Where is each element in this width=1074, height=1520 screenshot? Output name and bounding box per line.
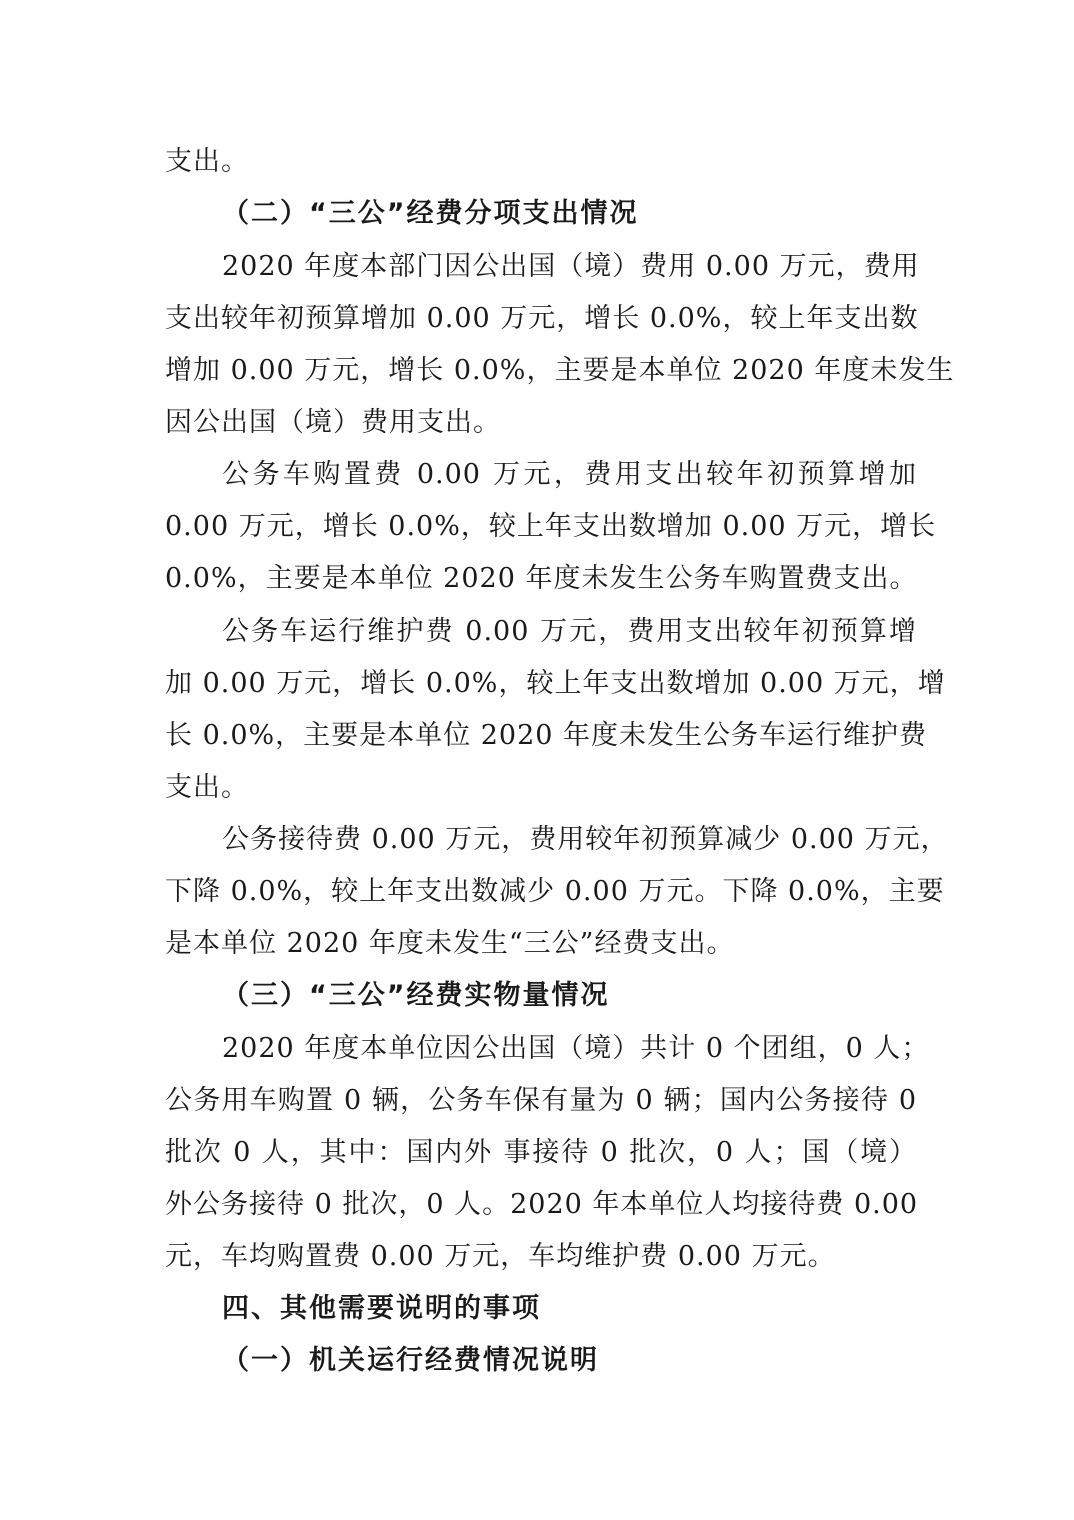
text-line: 支出。 [165,772,249,803]
text-line: 是本单位 2020 年度未发生“三公”经费支出。 [165,928,735,959]
section-heading: （三）“三公”经费实物量情况 [222,980,610,1011]
text-line: 支出。 [165,146,249,177]
text-line: 2020 年度本部门因公出国（境）费用 0.00 万元，费用 [222,251,920,282]
subsection-heading: （一）机关运行经费情况说明 [222,1345,599,1376]
text-line: 公务接待费 0.00 万元，费用较年初预算减少 0.00 万元， [222,824,949,855]
text-line: 公务车运行维护费 0.00 万元，费用支出较年初预算增 [222,616,917,647]
text-line: 0.00 万元，增长 0.0%，较上年支出数增加 0.00 万元，增长 [165,511,937,542]
text-line: 2020 年度本单位因公出国（境）共计 0 个团组，0 人； [222,1033,930,1064]
text-line: 公务车购置费 0.00 万元，费用支出较年初预算增加 [222,459,917,490]
text-line: 加 0.00 万元，增长 0.0%，较上年支出数增加 0.00 万元，增 [165,668,946,699]
text-line: 批次 0 人，其中：国内外 事接待 0 批次，0 人；国（境） [165,1137,917,1168]
text-line: 长 0.0%，主要是本单位 2020 年度未发生公务车运行维护费 [165,720,928,751]
text-line: 支出较年初预算增加 0.00 万元，增长 0.0%，较上年支出数 [165,303,919,334]
text-line: 0.0%，主要是本单位 2020 年度未发生公务车购置费支出。 [165,563,918,594]
text-line: 下降 0.0%，较上年支出数减少 0.00 万元。下降 0.0%，主要 [165,876,945,907]
text-line: 公务用车购置 0 辆，公务车保有量为 0 辆；国内公务接待 0 [165,1085,917,1116]
section-heading: 四、其他需要说明的事项 [222,1293,541,1324]
text-line: 外公务接待 0 批次，0 人。2020 年本单位人均接待费 0.00 [165,1189,919,1220]
section-heading: （二）“三公”经费分项支出情况 [222,198,639,229]
text-line: 因公出国（境）费用支出。 [165,407,501,438]
text-line: 增加 0.00 万元，增长 0.0%，主要是本单位 2020 年度未发生 [165,355,955,386]
text-line: 元，车均购置费 0.00 万元，车均维护费 0.00 万元。 [165,1241,836,1272]
